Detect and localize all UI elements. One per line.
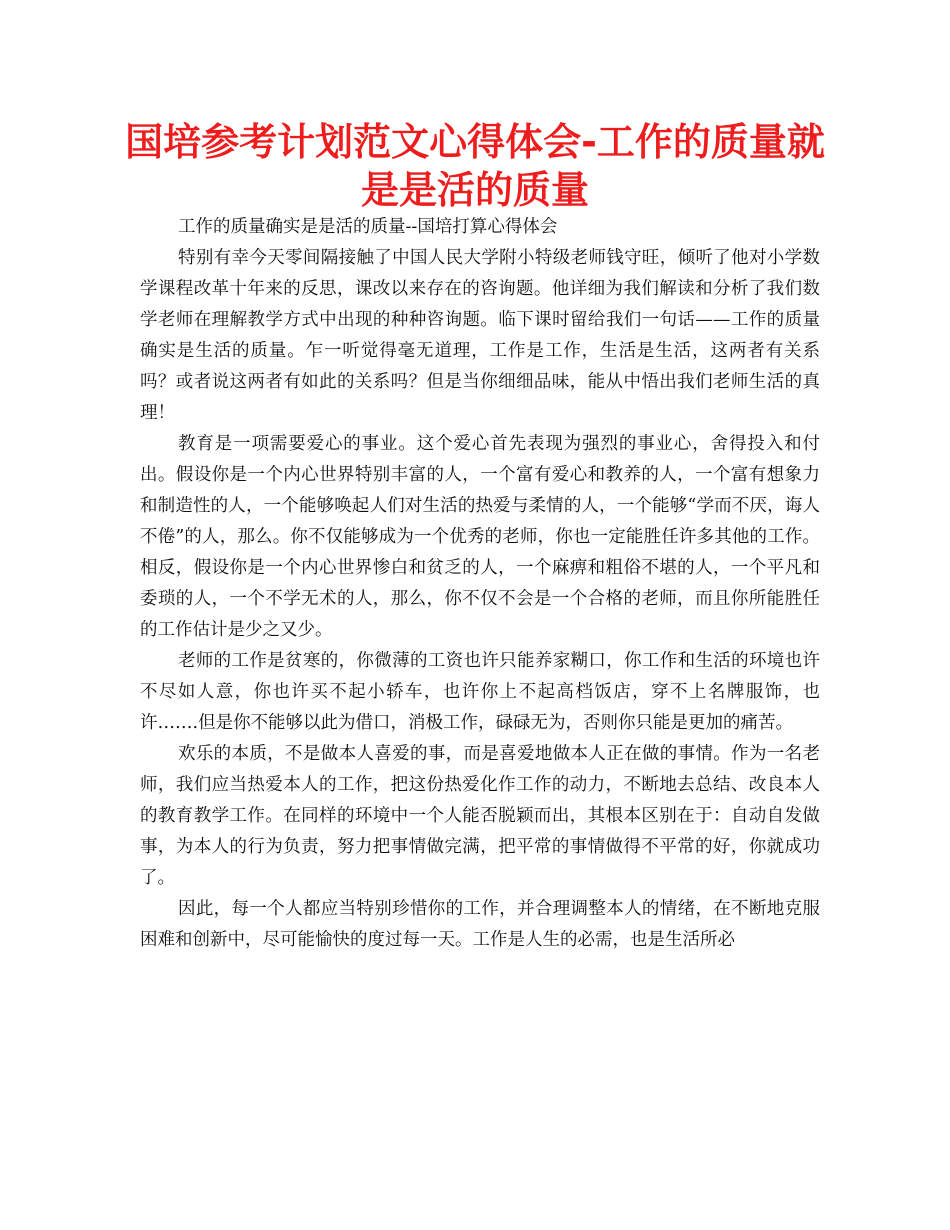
- paragraph: 特别有幸今天零间隔接触了中国人民大学附小特级老师钱守旺，倾听了他对小学数学课程改革十年来的反思，课改以来存在的咨询题。他详细为我们解读和分析了我们数学老师在理解教学方式中出现的种种咨询题。临下课时留给我们一句话——工作的质量确实是生活的质量。乍一听觉得毫无道理，工作是工作，生活是生活，这两者有关系吗？或者说这两者有如此的关系吗？但是当你细细品味，能从中悟出我们老师生活的真理！: [140, 248, 820, 423]
- paragraph-subtitle: 工作的质量确实是是活的质量--国培打算心得体会: [178, 217, 558, 237]
- paragraph: 老师的工作是贫寒的，你微薄的工资也许只能养家糊口，你工作和生活的环境也许不尽如人意，你也许买不起小轿车，也许你上不起高档饭店，穿不上名牌服饰，也许…….但是你不能够以此为借口，消极工作，碌碌无为，否则你只能是更加的痛苦。: [140, 651, 820, 733]
- paragraph: 因此，每一个人都应当特别珍惜你的工作，并合理调整本人的情绪，在不断地克服困难和创新中，尽可能愉快的度过每一天。工作是人生的必需，也是生活所必: [140, 899, 820, 950]
- paragraph: 欢乐的本质，不是做本人喜爱的事，而是喜爱地做本人正在做的事情。作为一名老师，我们应当热爱本人的工作，把这份热爱化作工作的动力，不断地去总结、改良本人的教育教学工作。在同样的环境中一个人能否脱颖而出，其根本区别在于：自动自发做事，为本人的行为负责，努力把事情做完满，把平常的事情做得不平常的好，你就成功了。: [140, 744, 820, 888]
- document-title: 国培参考计划范文心得体会-工作的质量就是是活的质量: [125, 120, 825, 212]
- document-body: [140, 212, 820, 956]
- paragraph: 教育是一项需要爱心的事业。这个爱心首先表现为强烈的事业心，舍得投入和付出。假设你是一个内心世界特别丰富的人，一个富有爱心和教养的人，一个富有想象力和制造性的人，一个能够唤起人们对生活的热爱与柔情的人，一个能够“学而不厌，诲人不倦”的人，那么。你不仅能够成为一个优秀的老师，你也一定能胜任许多其他的工作。相反，假设你是一个内心世界惨白和贫乏的人，一个麻痹和粗俗不堪的人，一个平凡和委琐的人，一个不学无术的人，那么，你不仅不会是一个合格的老师，而且你所能胜任的工作估计是少之又少。: [140, 434, 820, 640]
